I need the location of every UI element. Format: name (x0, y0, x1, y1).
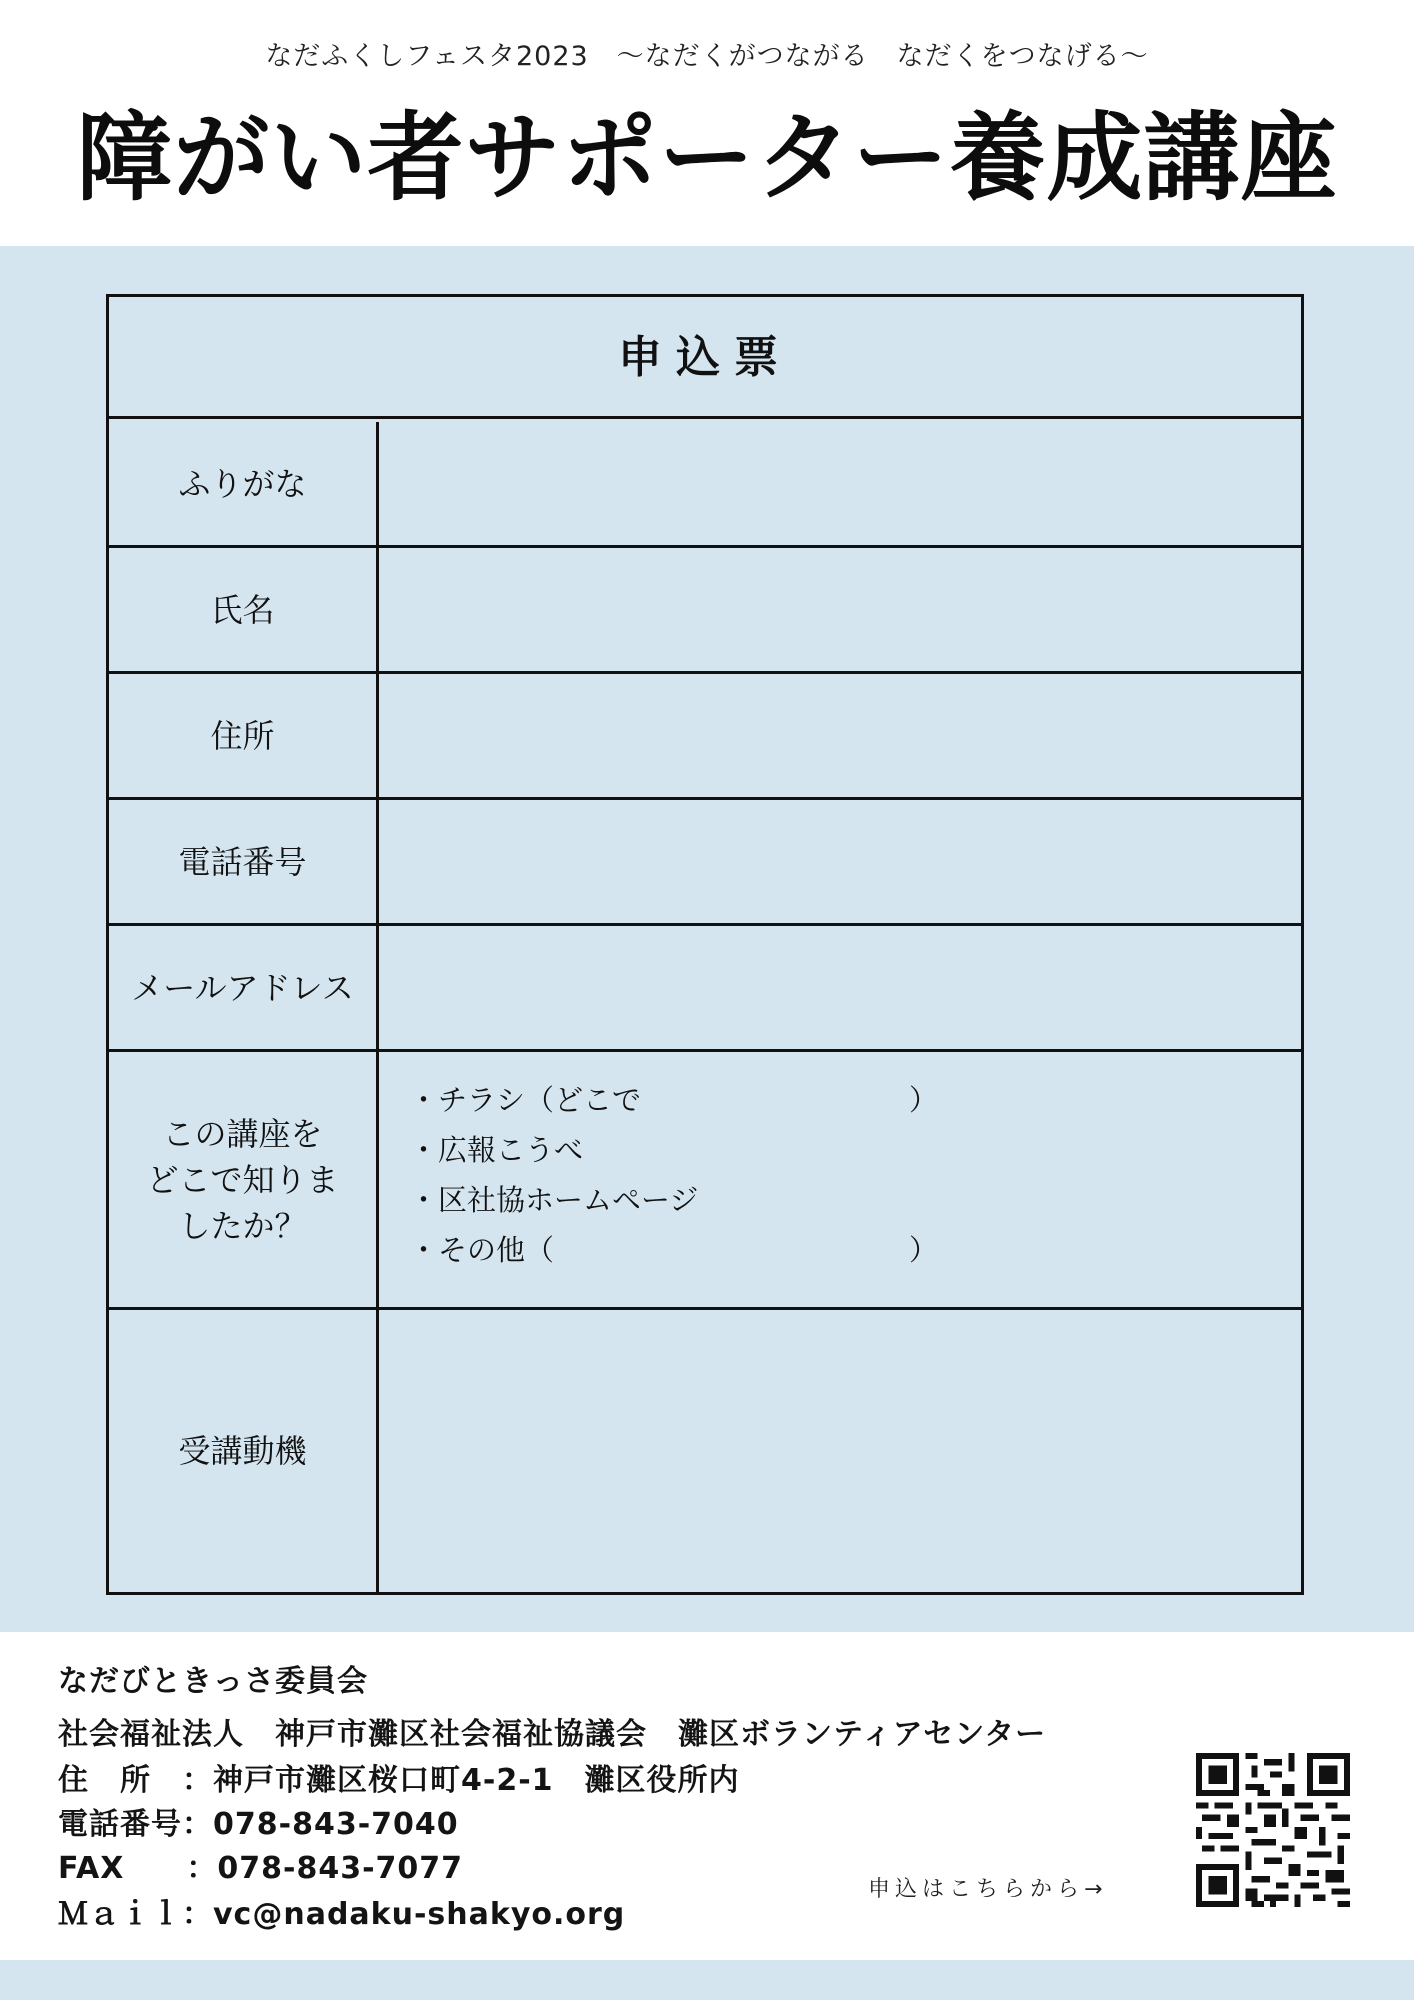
email-field[interactable] (379, 926, 1301, 1049)
label-address: 住所 (109, 674, 379, 797)
label-phone: 電話番号 (109, 800, 379, 923)
option-homepage[interactable]: ・区社協ホームページ (409, 1183, 699, 1217)
label-how-heard-line: この講座を (162, 1114, 323, 1153)
label-how-heard-line: したか？ (178, 1206, 307, 1245)
label-email: メールアドレス (109, 926, 379, 1049)
how-heard-options (379, 1052, 1301, 1307)
row-how-heard (109, 1052, 1301, 1310)
qr-code-icon[interactable] (1196, 1753, 1350, 1907)
name-field[interactable] (379, 548, 1301, 671)
organization-name: 社会福祉法人 神戸市灘区社会福祉協議会 灘区ボランティアセンター (58, 1717, 1047, 1752)
row-email (109, 926, 1301, 1052)
option-other-close: ） (909, 1233, 939, 1267)
committee-name: なだびときっさ委員会 (58, 1664, 368, 1699)
apply-note: 申込はこちらから→ (868, 1877, 1108, 1902)
option-koho-kobe[interactable]: ・広報こうべ (409, 1133, 584, 1167)
motivation-field[interactable] (379, 1310, 1301, 1592)
form-title: 申込票 (109, 297, 1301, 419)
header (0, 0, 1414, 246)
contact-address: 住 所 ：神戸市灘区桜口町4-2-1 灘区役所内 (58, 1763, 740, 1798)
address-field[interactable] (379, 674, 1301, 797)
row-phone (109, 800, 1301, 926)
application-form (106, 294, 1304, 1595)
event-subtitle: なだふくしフェスタ2023 ～なだくがつながる なだくをつなげる～ (265, 41, 1149, 72)
row-name (109, 548, 1301, 674)
option-flyer[interactable]: ・チラシ（どこで (409, 1083, 642, 1117)
option-other[interactable]: ・その他（ (409, 1233, 555, 1267)
bottom-strip (0, 1960, 1414, 2000)
furigana-field[interactable] (379, 422, 1301, 545)
contact-mail[interactable]: Ｍａｉｌ：vc@nadaku-shakyo.org (58, 1897, 626, 1932)
contact-fax: FAX ：078-843-7077 (58, 1851, 464, 1886)
row-furigana (109, 422, 1301, 548)
page-title: 障がい者サポーター養成講座 (76, 102, 1338, 214)
label-how-heard-line: どこで知りま (146, 1160, 339, 1199)
contact-phone: 電話番号：078-843-7040 (58, 1807, 459, 1842)
label-name: 氏名 (109, 548, 379, 671)
option-flyer-close: ） (909, 1083, 939, 1117)
label-how-heard (109, 1052, 379, 1307)
label-furigana: ふりがな (109, 422, 379, 545)
row-address (109, 674, 1301, 800)
row-motivation (109, 1310, 1301, 1592)
label-motivation: 受講動機 (109, 1310, 379, 1592)
phone-field[interactable] (379, 800, 1301, 923)
